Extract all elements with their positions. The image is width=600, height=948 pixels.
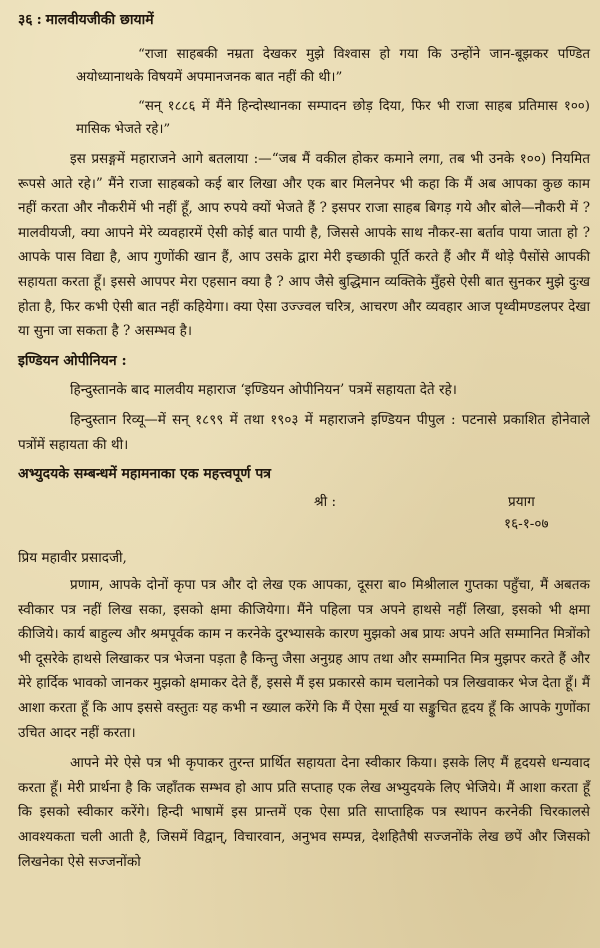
paragraph-hindustan-review: हिन्दुस्तान रिव्यू—में सन् १८९९ में तथा १९०३ में महाराजने इण्डियन पीपुल : पटनासे प्रकाशित होनेवाले पत्रोंमें सहायता की थी। — [18, 412, 590, 453]
quote-hindosthan: “सन् १८८६ में मैंने हिन्दोस्थानका सम्पादन छोड़ दिया, फिर भी राजा साहब प्रतिमास १००) मासिक भेजते रहे।” — [76, 99, 590, 137]
letter-invocation: श्री : — [314, 493, 337, 510]
paragraph-maharaj-account: इस प्रसङ्गमें महाराजने आगे बतलाया :—“जब मैं वकील होकर कमाने लगा, तब भी उनके १००) नियमित रूपसे आते रहे।” मैंने राजा साहबको कई बार लिखा और एक बार मिलनेपर भी कहा कि मैं अब आपका कुछ काम नहीं करता और नौकरीमें भी नहीं हूँ, आप रुपये क्यों भेजते हैं ? इसपर राजा साहब बिगड़ गये और बोले—नौकरी में ? मालवीयजी, क्या आपने मेरे व्यवहारमें ऐसी कोई बात पायी है, जिससे आपके साथ नौकर-सा बर्ताव पाया जाता हो ? आपके पास विद्या है, आप गुणोंकी खान हैं, आप उसके द्वारा मेरी इच्छाकी पूर्ति करते हैं और मैं थोड़े पैसोंसे आपकी सहायता करता हूँ। इससे आपपर मेरा एहसान क्या है ? आप जैसे बुद्धिमान व्यक्तिके मुँहसे ऐसी बात सुनकर मुझे दुःख होता है, फिर कभी ऐसी बात नहीं कहियेगा। क्या ऐसा उज्ज्वल चरित्र, आचरण और व्यवहार आज पृथ्वीमण्डलपर देखा या सुना जा सकता है ? असम्भव है। — [18, 151, 590, 340]
letter-place: प्रयाग — [508, 493, 535, 510]
page-number: ३६ — [18, 12, 33, 28]
paragraph-indian-opinion: हिन्दुस्तानके बाद मालवीय महाराज ‘इण्डियन ओपीनियन’ पत्रमें सहायता देते रहे। — [70, 381, 457, 398]
heading-indian-opinion: इण्डियन ओपीनियन : — [18, 352, 127, 369]
heading-abhyudaya-letter: अभ्युदयके सम्बन्धमें महामनाका एक महत्त्वपूर्ण पत्र — [18, 465, 272, 482]
letter-header — [18, 491, 590, 541]
letter-date: १६-१-०७ — [504, 515, 549, 532]
letter-paragraph-2: आपने मेरे ऐसे पत्र भी कृपाकर तुरन्त प्रार्थित सहायता देना स्वीकार किया। इसके लिए मैं हृदयसे धन्यवाद करता हूँ। मेरी प्रार्थना है कि जहाँतक सम्भव हो आप प्रति सप्ताह एक लेख अभ्युदयके लिए भेजिये। मैं आशा करता हूँ कि इसको स्वीकार करेंगे। हिन्दी भाषामें इस प्रान्तमें एक ऐसा प्रति साप्ताहिक पत्र स्थापन करनेकी चिरकालसे आवश्यकता चली आती है, जिसमें विद्वान्, विचारवान, अनुभव सम्पन्न, देशहितैषी सज्जनोंके लेख छपें और जिसको लिखनेका ऐसे सज्जनोंको — [18, 755, 590, 870]
book-title: मालवीयजीकी छायामें — [45, 12, 154, 28]
running-head-separator: : — [36, 12, 42, 28]
letter-paragraph-1: प्रणाम, आपके दोनों कृपा पत्र और दो लेख एक आपका, दूसरा बा० मिश्रीलाल गुप्तका पहुँचा, मैं अबतक स्वीकार पत्र नहीं लिख सका, इसको क्षमा कीजियेगा। मैंने पहिला पत्र अपने हाथसे नहीं लिखा, इसको भी क्षमा कीजिये। कार्य बाहुल्य और श्रमपूर्वक काम न करनेके दुरभ्यासके कारण मुझको अब प्रायः अपने अति सम्मानित मित्रोंको भी दूसरेके हाथसे लिखाकर पत्र भेजना पड़ता है किन्तु जैसा अनुग्रह आप तथा और सम्मानित मित्र मुझपर करते हैं और मेरे हार्दिक भावको जानकर मुझको क्षमाकर देते हैं, इससे मैं इस प्रकारसे काम चलानेको पत्र लिखवाकर भेज देता हूँ। मैं आशा करता हूँ कि आप इससे वस्तुतः यह कभी न ख्याल करेंगे कि मैं ऐसा मूर्ख या सङ्कुचित हृदय हूँ कि आपके गुणोंका उचित आदर नहीं करता। — [18, 576, 590, 741]
letter-salutation: प्रिय महावीर प्रसादजी, — [18, 549, 127, 566]
running-head — [18, 10, 590, 29]
quote-raja-sahab: “राजा साहबकी नम्रता देखकर मुझे विश्वास हो गया कि उन्होंने जान-बूझकर पण्डित अयोध्यानाथके विषयमें अपमानजनक बात नहीं की थी।” — [76, 47, 590, 85]
